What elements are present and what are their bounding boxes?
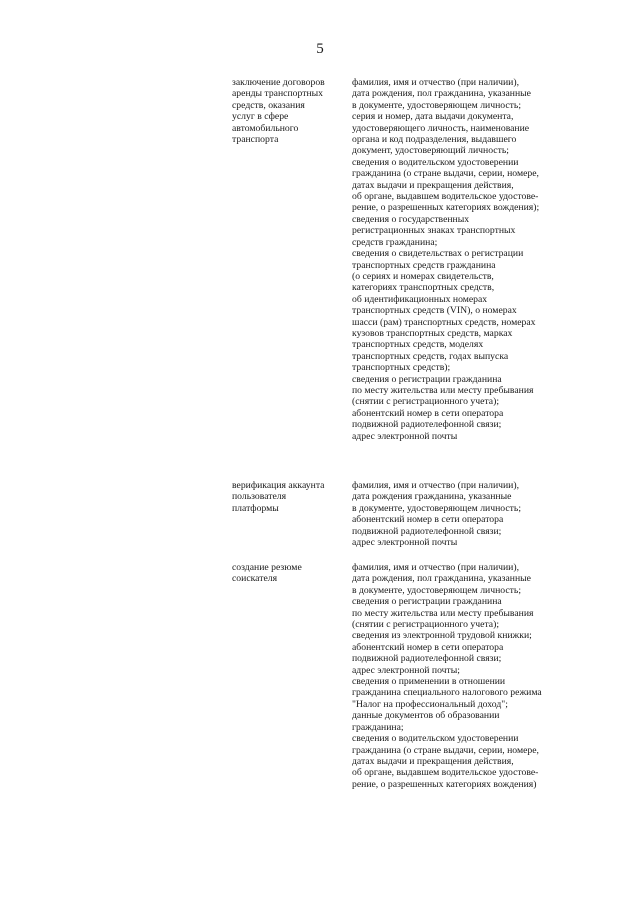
data-line: транспортных средств, годах выпуска: [352, 350, 509, 362]
data-line: шасси (рам) транспортных средств, номерах: [352, 316, 536, 328]
data-line: транспортных средств (VIN), о номерах: [352, 305, 517, 317]
purpose-line: платформы: [232, 502, 279, 514]
data-line: фамилия, имя и отчество (при наличии),: [352, 77, 520, 88]
data-line: гражданина специального налогового режима: [352, 687, 542, 699]
data-line: адрес электронной почты: [352, 537, 458, 549]
page-number: 5: [316, 41, 324, 57]
data-line: (снятии с регистрационного учета);: [352, 619, 500, 631]
data-line: дата рождения, пол гражданина, указанные: [352, 573, 531, 585]
data-line: об органе, выдавшем водительское удостове-: [352, 767, 539, 779]
data-line: документ, удостоверяющий личность;: [352, 145, 509, 157]
data-line: абонентский номер в сети оператора: [352, 641, 504, 653]
purpose-line: аренды транспортных: [232, 88, 323, 100]
processing-purpose: [232, 562, 344, 585]
data-line: (о сериях и номерах свидетельств,: [352, 270, 494, 282]
data-line: гражданина (о стране выдачи, серии, номере,: [352, 168, 539, 180]
data-line: дата рождения гражданина, указанные: [352, 491, 512, 503]
data-line: подвижной радиотелефонной связи;: [352, 525, 502, 537]
data-line: подвижной радиотелефонной связи;: [352, 653, 502, 665]
data-line: сведения о регистрации гражданина: [352, 373, 502, 385]
data-line: серия и номер, дата выдачи документа,: [352, 111, 514, 123]
data-line: в документе, удостоверяющем личность;: [352, 99, 522, 111]
data-line: в документе, удостоверяющем личность;: [352, 584, 522, 596]
data-line: рение, о разрешенных категориях вождения);: [352, 202, 540, 214]
purpose-line: заключение договоров: [232, 77, 325, 88]
processing-purpose: [232, 480, 344, 514]
data-line: сведения о водительском удостоверении: [352, 156, 519, 168]
data-line: (снятии с регистрационного учета);: [352, 396, 500, 408]
data-line: адрес электронной почты: [352, 430, 458, 442]
personal-data-list: [352, 562, 622, 790]
data-line: об органе, выдавшем водительское удостове-: [352, 191, 539, 203]
data-line: фамилия, имя и отчество (при наличии),: [352, 562, 520, 573]
data-line: по месту жительства или месту пребывания: [352, 607, 534, 619]
data-line: сведения о свидетельствах о регистрации: [352, 248, 524, 260]
purpose-line: пользователя: [232, 491, 287, 503]
data-line: по месту жительства или месту пребывания: [352, 384, 534, 396]
data-line: кузовов транспортных средств, марках: [352, 327, 513, 339]
purpose-line: создание резюме: [232, 562, 302, 573]
data-line: дата рождения, пол гражданина, указанные: [352, 88, 531, 100]
data-line: сведения о применении в отношении: [352, 676, 506, 688]
data-line: данные документов об образовании: [352, 710, 500, 722]
personal-data-list: [352, 480, 622, 548]
processing-purpose: [232, 77, 344, 145]
data-line: в документе, удостоверяющем личность;: [352, 502, 522, 514]
data-line: абонентский номер в сети оператора: [352, 514, 504, 526]
purpose-line: средств, оказания: [232, 99, 305, 111]
data-line: сведения о государственных: [352, 213, 470, 225]
data-line: регистрационных знаках транспортных: [352, 225, 516, 237]
data-line: об идентификационных номерах: [352, 293, 488, 305]
purpose-line: услуг в сфере: [232, 111, 289, 123]
data-line: рение, о разрешенных категориях вождения): [352, 778, 537, 790]
data-line: сведения о водительском удостоверении: [352, 733, 519, 745]
data-line: "Налог на профессиональный доход";: [352, 698, 508, 710]
data-line: гражданина;: [352, 721, 404, 733]
data-line: адрес электронной почты;: [352, 664, 460, 676]
personal-data-list: [352, 77, 622, 442]
data-line: транспортных средств гражданина: [352, 259, 496, 271]
purpose-line: транспорта: [232, 134, 279, 146]
data-line: средств гражданина;: [352, 236, 438, 248]
data-line: гражданина (о стране выдачи, серии, номере,: [352, 744, 539, 756]
data-line: подвижной радиотелефонной связи;: [352, 419, 502, 431]
purpose-line: соискателя: [232, 573, 278, 585]
data-line: датах выдачи и прекращения действия,: [352, 179, 514, 191]
data-line: датах выдачи и прекращения действия,: [352, 755, 514, 767]
purpose-line: автомобильного: [232, 122, 299, 134]
data-line: абонентский номер в сети оператора: [352, 407, 504, 419]
data-line: транспортных средств);: [352, 362, 451, 374]
data-line: удостоверяющего личность, наименование: [352, 122, 530, 134]
data-line: транспортных средств, моделях: [352, 339, 484, 351]
data-line: органа и код подразделения, выдавшего: [352, 134, 517, 146]
data-line: сведения из электронной трудовой книжки;: [352, 630, 532, 642]
data-line: сведения о регистрации гражданина: [352, 596, 502, 608]
data-line: фамилия, имя и отчество (при наличии),: [352, 480, 520, 491]
purpose-line: верификация аккаунта: [232, 480, 325, 491]
data-line: категориях транспортных средств,: [352, 282, 495, 294]
